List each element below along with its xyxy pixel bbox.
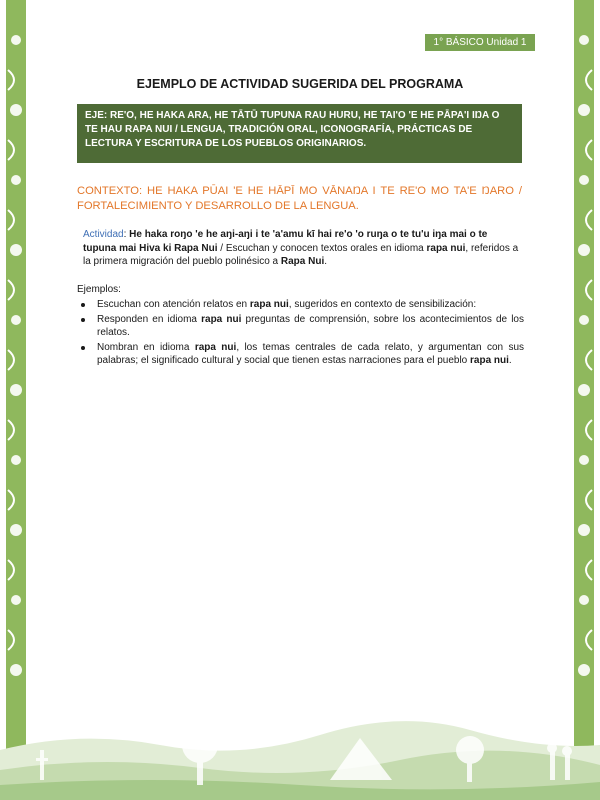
ejemplos-label: Ejemplos: — [77, 284, 121, 295]
eje-box: EJE: RE'O, HE HAKA ARA, HE TĀTŪ TUPUNA RAU HURU, HE TAI'O 'E HE PĀPA'I IŊA O TE HAU RAPA NUI / LENGUA, TRADICIÓN ORAL, ICONOGRAFÍA, PRÁCTICAS DE LECTURA Y ESCRITURA DE LOS PUEBLOS ORIGINARIOS. — [77, 104, 522, 163]
rapa-nui-place: Rapa Nui — [280, 256, 325, 267]
actividad-label: Actividad — [83, 229, 124, 240]
list-item-text: Responden en idioma — [97, 313, 202, 325]
list-item-text: Nombran en idioma — [97, 341, 195, 353]
grade-unit-badge: 1° BÁSICO Unidad 1 — [425, 34, 535, 51]
right-decorative-border — [570, 0, 600, 800]
actividad-sep: : — [123, 229, 130, 240]
actividad-spanish-text: / Escuchan y conocen textos orales en idioma — [217, 242, 427, 254]
list-item-text: , los temas centrales de cada relato, y argumentan con sus palabras; el significado cultural y social que tienen estas narraciones para el pueblo — [97, 341, 525, 367]
list-item-text: . — [508, 355, 512, 367]
list-item-text: , sugeridos en contexto de sensibilización: — [288, 299, 477, 310]
actividad-end: . — [324, 256, 328, 267]
actividad-rapanui-text: He haka roŋo 'e he aŋi-aŋi i te 'a'amu kī hai re'o 'o ruŋa o te tu'u iŋa mai o te tupuna mai Hiva ki Rapa Nui — [83, 229, 488, 254]
list-item — [77, 313, 524, 340]
left-decorative-border — [0, 0, 30, 800]
rapa-nui-term: rapa nui — [249, 299, 289, 310]
actividad-mid-text: , referidos a la primera migración del pueblo polinésico a — [83, 242, 519, 267]
page-title: EJEMPLO DE ACTIVIDAD SUGERIDA DEL PROGRAMA — [136, 77, 464, 91]
rapa-nui-term: rapa nui — [470, 355, 509, 367]
contexto-heading: CONTEXTO: HE HAKA PŪAI 'E HE HĀPĪ MO VĀNAŊA I TE RE'O MO TA'E ŊARO / FORTALECIMIENTO Y DESARROLLO DE LA LENGUA. — [77, 185, 522, 212]
list-item-text: preguntas de comprensión, sobre los acontecimientos de los relatos. — [97, 313, 524, 339]
landscape-silhouette-illustration — [0, 690, 600, 800]
rapa-nui-term: rapa nui — [426, 242, 466, 254]
list-item-text: Escuchan con atención relatos en — [97, 299, 250, 310]
rapa-nui-term: rapa nui — [201, 313, 242, 325]
ejemplos-list — [77, 298, 524, 369]
rapa-nui-term: rapa nui — [194, 341, 237, 353]
actividad-paragraph — [83, 228, 523, 269]
list-item — [77, 341, 524, 368]
list-item — [77, 298, 524, 312]
